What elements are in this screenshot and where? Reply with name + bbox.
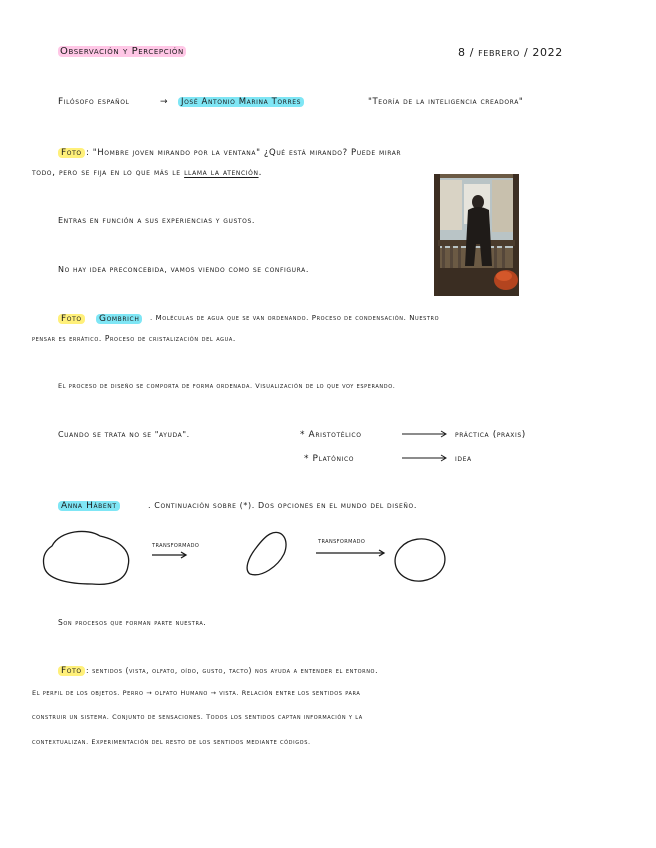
diagram-label2: transformado [318,537,366,545]
idea-item1-target: práctica (praxis) [455,430,526,440]
blob-shape [43,531,128,584]
habent-text: . Continuación sobre (*). Dos opciones en el mundo del diseño. [148,501,417,510]
foto1-text2: todo, pero se fija en lo que más le llama la atención. [32,168,263,178]
foto1-text1: : "Hombre joven mirando por la ventana" ¿Qué está mirando? Puede mirar [86,148,402,158]
foto3-text3: construir un sistema. Conjunto de sensaciones. Todos los sentidos captan información y la [32,713,363,721]
foto3-text1: : sentidos (vista, olfato, oído, gusto, tacto) nos ayuda a entender el entorno. [86,666,379,675]
idea-item2-target: idea [455,454,472,464]
page-date: 8 / febrero / 2022 [458,46,563,59]
foto1-text3: Entras en función a sus experiencias y gustos. [58,216,255,225]
proceso-text: El proceso de diseño se comporta de forma ordenada. Visualización de lo que voy esperando. [58,382,396,390]
sons-line [0,614,656,634]
foto2-label: Foto [58,314,85,324]
foto2-text2: pensar es errático. Proceso de cristalización del agua. [32,334,236,343]
page-title: Observación y Percepción [60,46,184,57]
foto1-underline: llama la atención [184,168,259,178]
sons-text: Son procesos que forman parte nuestra. [58,618,207,627]
foto3-line1 [0,662,656,682]
foto1-text4: No hay idea preconcebida, vamos viendo como se configura. [58,265,310,274]
foto2-text1: . Moléculas de agua que se van ordenando. Proceso de condensación. Nuestro [150,314,440,322]
oval-shape [392,536,447,585]
philosopher-prefix: Filósofo español [58,97,130,107]
diagram-label1: transformado [152,541,200,549]
idea-prefix: Cuando se trata no se "ayuda". [58,430,190,439]
foto3-text4: contextualizan. Experimentación del resto de los sentidos mediante códigos. [32,738,311,746]
foto3-label: Foto [58,666,85,676]
philosopher-work: "Teoría de la inteligencia creadora" [368,97,524,107]
philosopher-name: José Antonio Marina Torres [178,97,304,107]
foto1-label: Foto [58,148,85,158]
foto3-line4 [0,734,656,754]
foto2-name: Gombrich [96,314,142,324]
idea-item1-label: * Aristotélico [300,430,362,440]
habent-name: Anna Hábent [58,501,120,511]
foto3-line2 [0,685,656,705]
foto3-line3 [0,709,656,729]
idea-item2-label: * Platónico [304,454,355,464]
leaf-shape [247,532,286,574]
arrow-icon: → [160,97,169,107]
foto3-text2: El perfil de los objetos. Perro → olfato Humano → vista. Relación entre los sentidos para [32,689,361,697]
